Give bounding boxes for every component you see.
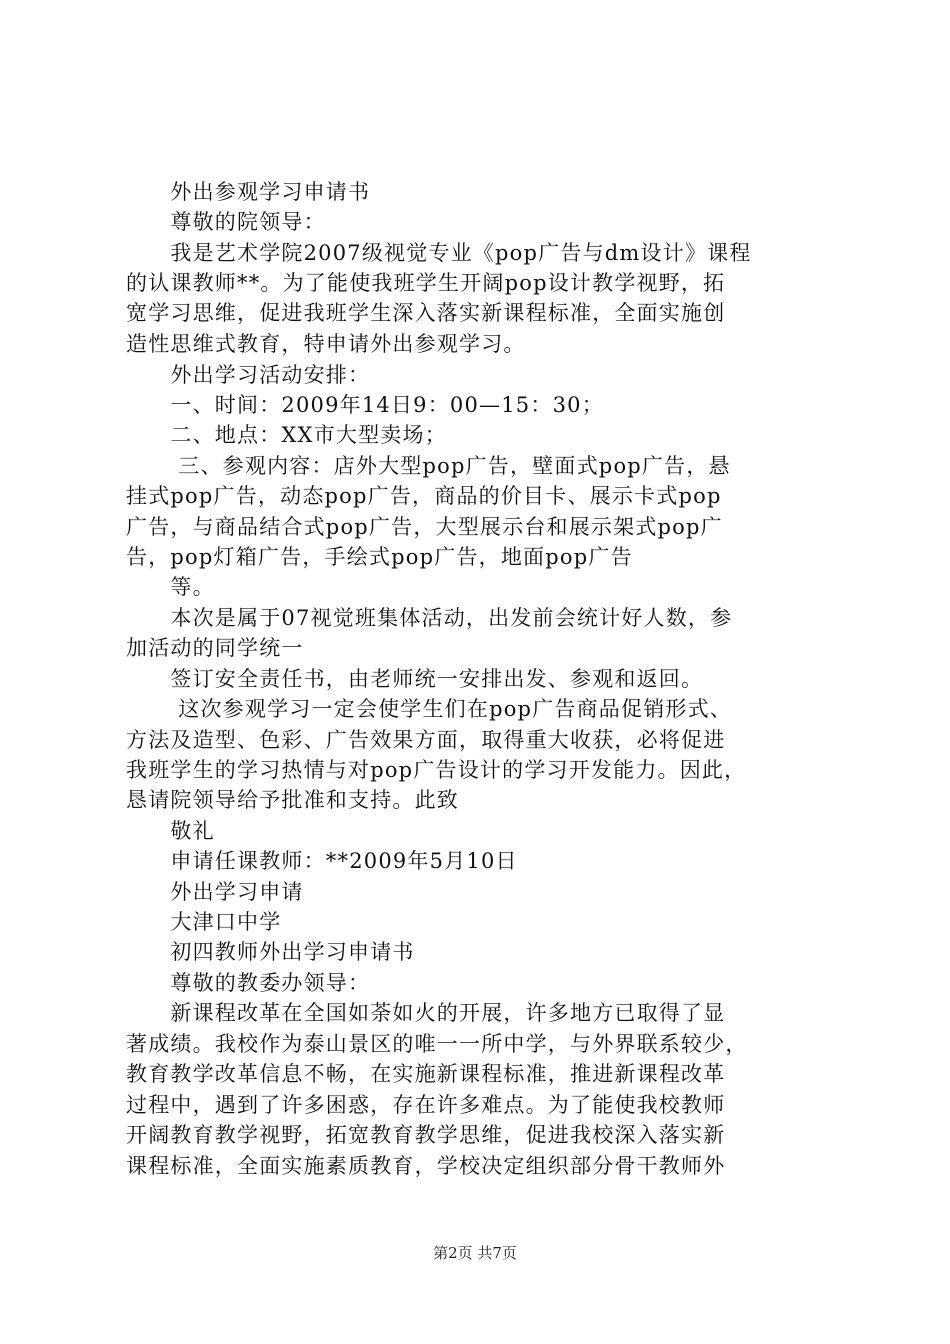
text-line: 广告，与商品结合式pop广告，大型展示台和展示架式pop广 xyxy=(126,515,723,539)
text-line: 新课程改革在全国如荼如火的开展，许多地方已取得了显 xyxy=(126,1001,726,1025)
text-line: 初四教师外出学习申请书 xyxy=(126,940,415,964)
text-line: 告，pop灯箱广告，手绘式pop广告，地面pop广告 xyxy=(126,545,633,569)
text-line: 尊敬的教委办领导： xyxy=(126,971,371,995)
text-line: 大津口中学 xyxy=(126,910,282,934)
text-line: 我班学生的学习热情与对pop广告设计的学习开发能力。因此， xyxy=(126,758,747,782)
text-line: 等。 xyxy=(126,575,215,599)
text-line: 外出参观学习申请书 xyxy=(126,180,371,204)
text-line: 二、地点：XX市大型卖场； xyxy=(126,423,447,447)
text-line: 课程标准，全面实施素质教育，学校决定组织部分骨干教师外 xyxy=(126,1154,726,1178)
text-line: 这次参观学习一定会使学生们在pop广告商品促销形式、 xyxy=(126,697,733,721)
text-line: 一、时间：2009年14日9：00—15：30； xyxy=(126,393,604,417)
text-line: 过程中，遇到了许多困惑，存在许多难点。为了能使我校教师 xyxy=(126,1093,726,1117)
text-line: 方法及造型、色彩、广告效果方面，取得重大收获，必将促进 xyxy=(126,728,726,752)
text-line: 本次是属于07视觉班集体活动，出发前会统计好人数，参 xyxy=(126,606,733,630)
text-line: 尊敬的院领导： xyxy=(126,210,326,234)
text-line: 恳请院领导给予批准和支持。此致 xyxy=(126,788,459,812)
text-line: 三、参观内容：店外大型pop广告，壁面式pop广告，悬 xyxy=(126,454,731,478)
page-footer: 第2页 共7页 xyxy=(433,1244,517,1262)
text-line: 挂式pop广告，动态pop广告，商品的价目卡、展示卡式pop xyxy=(126,484,722,508)
text-line: 申请任课教师：**2009年5月10日 xyxy=(126,849,518,873)
text-line: 的认课教师**。为了能使我班学生开阔pop设计教学视野，拓 xyxy=(126,271,726,295)
text-line: 我是艺术学院2007级视觉专业《pop广告与dm设计》课程 xyxy=(126,241,752,265)
text-line: 造性思维式教育，特申请外出参观学习。 xyxy=(126,332,526,356)
text-line: 开阔教育教学视野，拓宽教育教学思维，促进我校深入落实新 xyxy=(126,1123,726,1147)
text-line: 签订安全责任书，由老师统一安排出发、参观和返回。 xyxy=(126,667,704,691)
text-line: 加活动的同学统一 xyxy=(126,636,304,660)
text-line: 外出学习申请 xyxy=(126,880,304,904)
text-line: 宽学习思维，促进我班学生深入落实新课程标准，全面实施创 xyxy=(126,301,726,325)
text-line: 外出学习活动安排： xyxy=(126,363,371,387)
text-line: 敬礼 xyxy=(126,819,215,843)
text-line: 教育教学改革信息不畅，在实施新课程标准，推进新课程改革 xyxy=(126,1062,726,1086)
text-line: 著成绩。我校作为泰山景区的唯一一所中学，与外界联系较少， xyxy=(126,1032,748,1056)
